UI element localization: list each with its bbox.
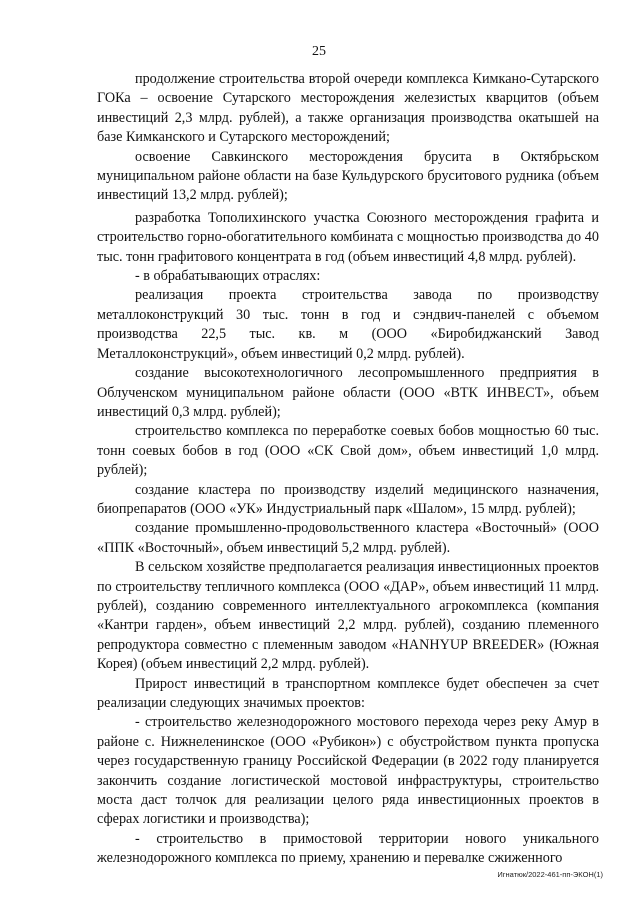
paragraph-timber-enterprise: создание высокотехнологичного лесопромышленного предприятия в Облученском муниципальном районе области (ООО «ВТК ИНВЕСТ», объем инвестиций 0,3 млрд. рублей);	[97, 365, 599, 420]
document-body	[97, 70, 599, 869]
paragraph-savkinsky-brucite: освоение Савкинского месторождения брусита в Октябрьском муниципальном районе области на базе Кульдурского бруситового рудника (объем инвестиций 13,2 млрд. рублей);	[97, 148, 599, 204]
paragraph-soybean-complex: строительство комплекса по переработке соевых бобов мощностью 60 тыс. тонн соевых бобов в год (ООО «СК Свой дом», объем инвестиций 1,0 млрд. рублей);	[97, 423, 599, 479]
document-code-footer: Игнатюк/2022-461-пп-ЭКОН(1)	[497, 870, 603, 879]
paragraph-amur-bridge: - строительство железнодорожного мостового перехода через реку Амур в районе с. Нижнеленинское (ООО «Рубикон») с обустройством пункта пропуска через государственную границу Российской Федерации (в 2022 году планируется закончить создание логистической мостовой инфраструктуры, строительство моста даст толчок для реализации целого ряда инвестиционных проектов в сферах логистики и производства);	[97, 714, 599, 828]
paragraph-topolikhinsky-graphite: разработка Тополихинского участка Союзного месторождения графита и строительство горно-обогатительного комбината с мощностью производства до 40 тыс. тонн графитового концентрата в год (объем инвестиций 4,8 млрд. рублей).	[97, 209, 599, 265]
paragraph-medical-cluster: создание кластера по производству изделий медицинского назначения, биопрепаратов (ООО «УК» Индустриальный парк «Шалом», 15 млрд. рублей);	[97, 481, 599, 517]
paragraph-metal-structures-plant: реализация проекта строительства завода по производству металлоконструкций 30 тыс. тонн в год и сэндвич-панелей с объемом производства 22,5 тыс. кв. м (ООО «Биробиджанский Завод Металлоконструкций», объем инвестиций 0,2 млрд. рублей).	[97, 287, 599, 362]
paragraph-kimkano-sutarsky: продолжение строительства второй очереди комплекса Кимкано-Сутарского ГОКа – освоение Сутарского месторождения железистых кварцитов (объем инвестиций 2,3 млрд. рублей), а также организация производства окатышей на базе Кимканского и Сутарского месторождений;	[97, 71, 599, 146]
paragraph-agriculture: В сельском хозяйстве предполагается реализация инвестиционных проектов по строительству тепличного комплекса (ООО «ДАР», объем инвестиций 11 млрд. рублей), созданию современного интеллектуального агрокомплекса (компания «Кантри гарден», объем инвестиций 2,2 млрд. рублей), созданию племенного репродуктора совместно с племенным заводом «HANHYUP BREEDER» (Южная Корея) (объем инвестиций 2,2 млрд. рублей).	[97, 559, 599, 673]
paragraph-railway-complex: - строительство в примостовой территории нового уникального железнодорожного комплекса по приему, хранению и перевалке сжиженного	[97, 830, 599, 867]
paragraph-manufacturing-heading: - в обрабатывающих отраслях:	[135, 268, 321, 285]
page-number: 25	[312, 44, 326, 59]
paragraph-vostochny-cluster: создание промышленно-продовольственного кластера «Восточный» (ООО «ППК «Восточный», объем инвестиций 5,2 млрд. рублей).	[97, 520, 599, 556]
paragraph-transport-intro: Прирост инвестиций в транспортном комплексе будет обеспечен за счет реализации следующих значимых проектов:	[97, 675, 599, 711]
